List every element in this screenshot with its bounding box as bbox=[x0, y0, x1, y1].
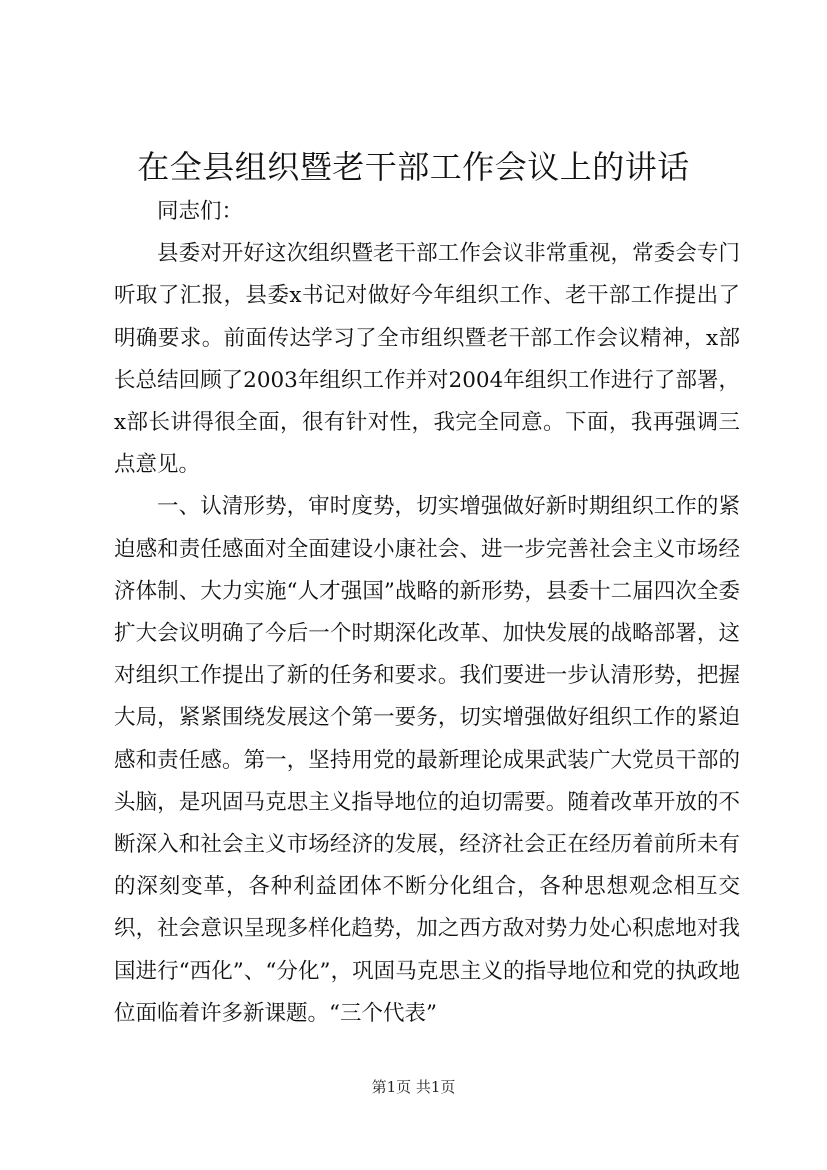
page-footer bbox=[0, 1077, 827, 1097]
paragraph-1: 县委对开好这次组织暨老干部工作会议非常重视，常委会专门听取了汇报，县委x书记对做好今年组织工作、老干部工作提出了明确要求。前面传达学习了全市组织暨老干部工作会议精神，x部长总结回顾了2003年组织工作并对2004年组织工作进行了部署，x部长讲得很全面，很有针对性，我完全同意。下面，我再强调三点意见。 bbox=[114, 241, 740, 478]
document-body bbox=[114, 191, 740, 1035]
document-title: 在全县组织暨老干部工作会议上的讲话 bbox=[137, 148, 690, 186]
greeting-line: 同志们： bbox=[157, 199, 244, 224]
paragraph-2: 一、认清形势，审时度势，切实增强做好新时期组织工作的紧迫感和责任感面对全面建设小康社会、进一步完善社会主义市场经济体制、大力实施“人才强国”战略的新形势，县委十二届四次全委扩大会议明确了今后一个时期深化改革、加快发展的战略部署，这对组织工作提出了新的任务和要求。我们要进一步认清形势，把握大局，紧紧围绕发展这个第一要务，切实增强做好组织工作的紧迫感和责任感。第一，坚持用党的最新理论成果武装广大党员干部的头脑，是巩固马克思主义指导地位的迫切需要。随着改革开放的不断深入和社会主义市场经济的发展，经济社会正在经历着前所未有的深刻变革，各种利益团体不断分化组合，各种思想观念相互交织，社会意识呈现多样化趋势，加之西方敌对势力处心积虑地对我国进行“西化”、“分化”，巩固马克思主义的指导地位和党的执政地位面临着许多新课题。“三个代表” bbox=[114, 494, 740, 1026]
page-number-label: 第1页 共1页 bbox=[371, 1078, 456, 1096]
